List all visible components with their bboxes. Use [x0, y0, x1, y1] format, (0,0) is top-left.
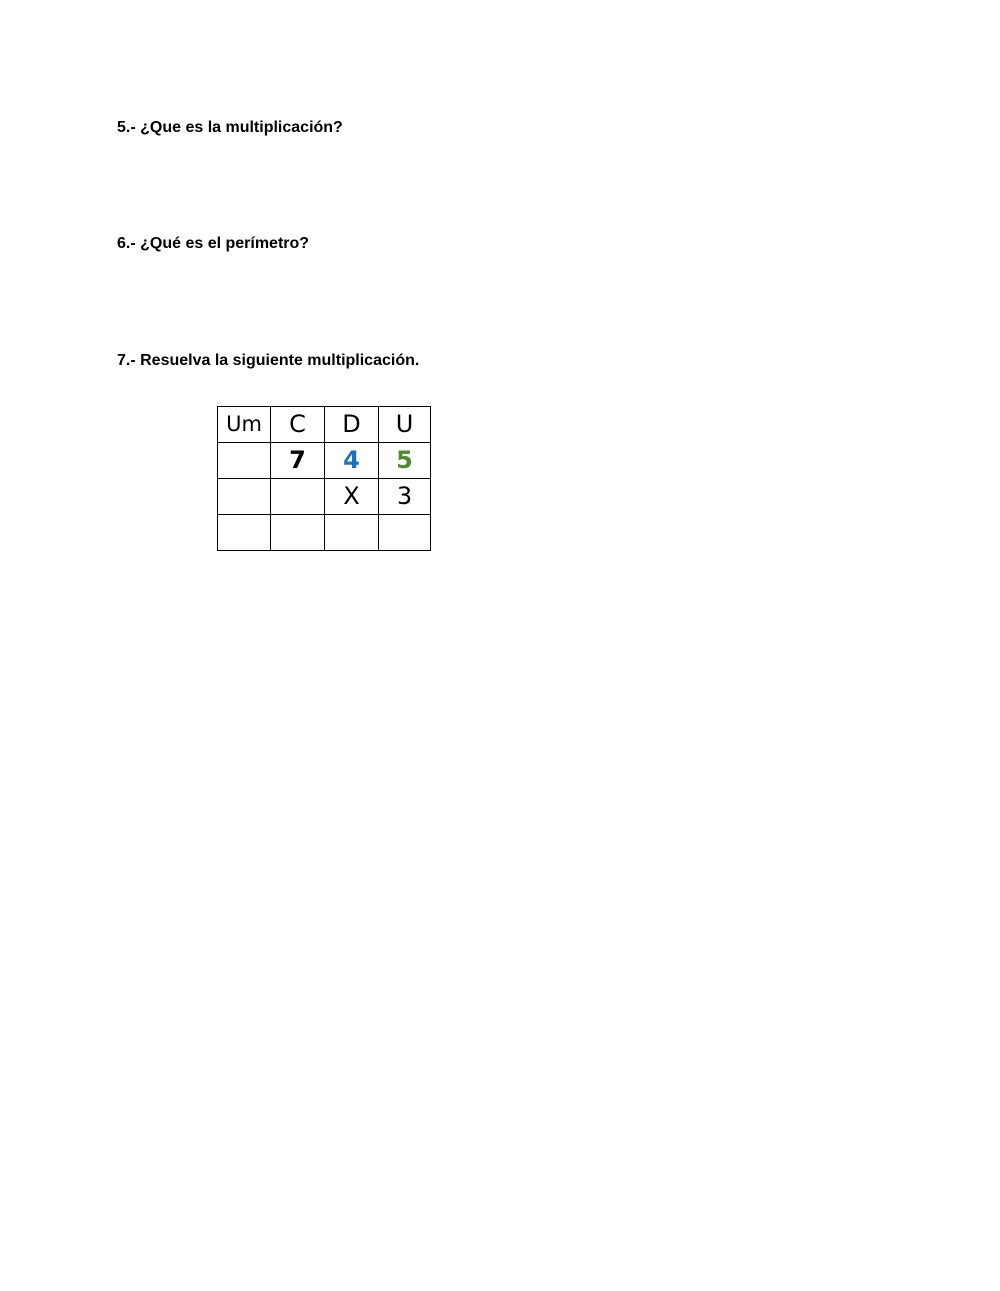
multiplication-sign: X: [325, 479, 379, 515]
multiplicand-u: 5: [379, 443, 431, 479]
header-row: [218, 407, 431, 443]
header-c: C: [271, 407, 325, 443]
result-row: [218, 515, 431, 551]
multiplicand-row: [218, 443, 431, 479]
multiplicand-c: 7: [271, 443, 325, 479]
result-um[interactable]: [218, 515, 271, 551]
question-5: 5.- ¿Que es la multiplicación?: [117, 119, 343, 136]
multiplier-um: [218, 479, 271, 515]
question-6: 6.- ¿Qué es el perímetro?: [117, 235, 310, 252]
place-value-table: [217, 406, 431, 551]
multiplier-row: [218, 479, 431, 515]
multiplicand-um: [218, 443, 271, 479]
result-u[interactable]: [379, 515, 431, 551]
result-c[interactable]: [271, 515, 325, 551]
header-u: U: [379, 407, 431, 443]
result-d[interactable]: [325, 515, 379, 551]
header-d: D: [325, 407, 379, 443]
header-um: Um: [218, 407, 271, 443]
question-7: 7.- Resuelva la siguiente multiplicación.: [117, 352, 420, 369]
multiplicand-d: 4: [325, 443, 379, 479]
multiplier-c: [271, 479, 325, 515]
multiplier-u: 3: [379, 479, 431, 515]
